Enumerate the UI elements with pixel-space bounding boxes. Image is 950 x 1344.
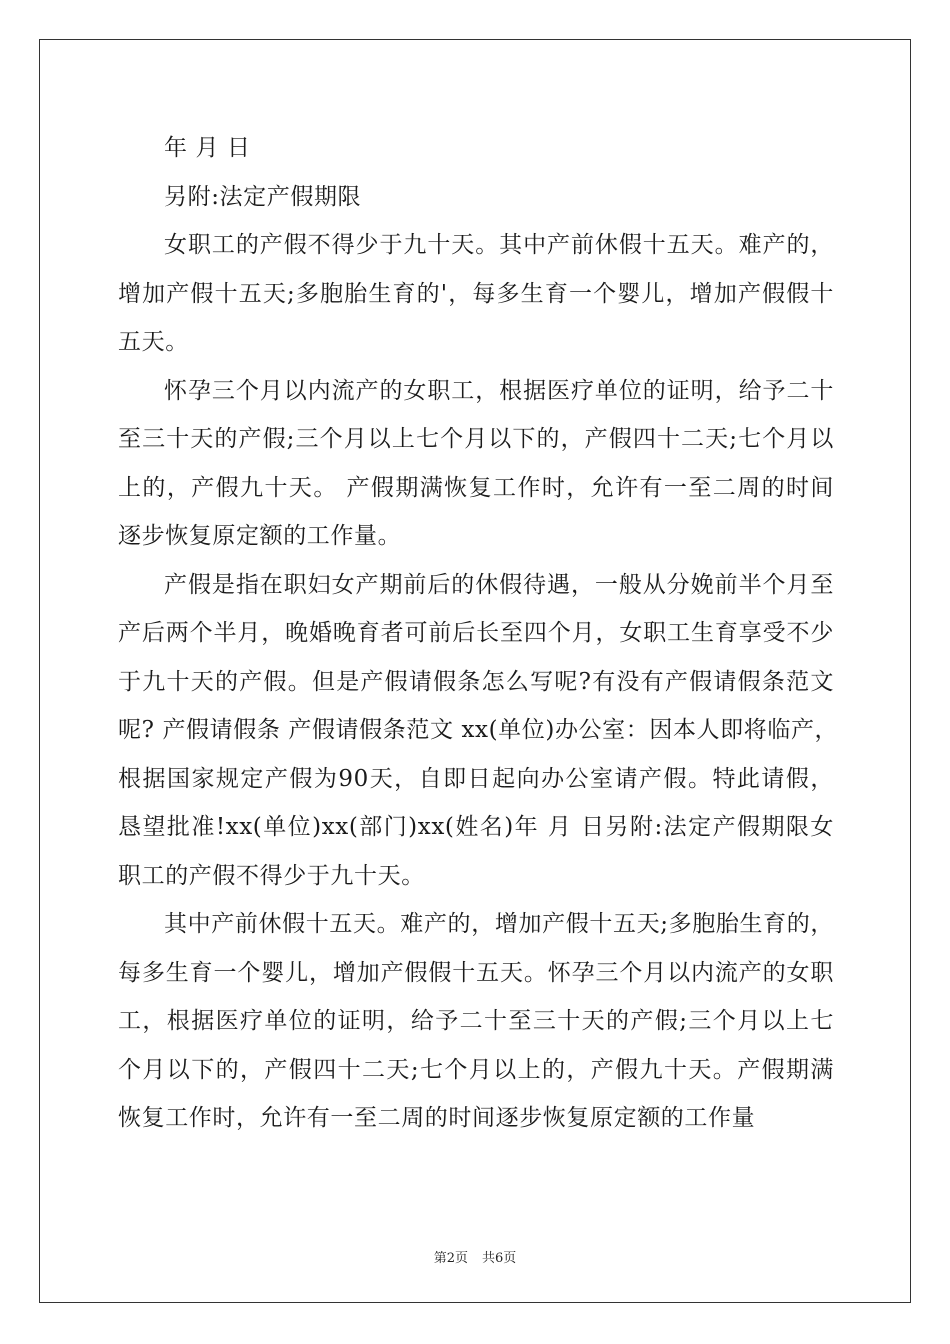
text-line: 恳望批准!xx(单位)xx(部门)xx(姓名)年 月 日另附:法定产假期限女: [118, 814, 834, 840]
text-line: 怀孕三个月以内流产的女职工，根据医疗单位的证明，给予二十: [164, 377, 834, 404]
text-line: 产后两个半月，晚婚晚育者可前后长至四个月，女职工生育享受不少: [118, 620, 834, 646]
text-line: 逐步恢复原定额的工作量。: [118, 523, 402, 549]
text-line: 个月以下的，产假四十二天;七个月以上的，产假九十天。产假期满: [118, 1056, 834, 1083]
document-body: [118, 124, 839, 1143]
text-line: 其中产前休假十五天。难产的，增加产假十五天;多胞胎生育的，: [164, 911, 834, 937]
text-line: 上的，产假九十天。 产假期满恢复工作时，允许有一至二周的时间: [118, 474, 834, 501]
text-line: 工，根据医疗单位的证明，给予二十至三十天的产假;三个月以上七: [118, 1008, 834, 1034]
text-line: 年 月 日: [164, 135, 251, 161]
text-line: 职工的产假不得少于九十天。: [118, 862, 425, 889]
text-line: 增加产假十五天;多胞胎生育的'，每多生育一个婴儿，增加产假假十: [118, 280, 834, 307]
page-footer: [0, 1247, 950, 1266]
text-line: 根据国家规定产假为90天，自即日起向办公室请产假。特此请假，: [118, 765, 834, 792]
text-line: 每多生育一个婴儿，增加产假假十五天。怀孕三个月以内流产的女职: [118, 959, 834, 986]
text-line: 呢? 产假请假条 产假请假条范文 xx(单位)办公室：因本人即将临产，: [118, 717, 839, 743]
text-line: 女职工的产假不得少于九十天。其中产前休假十五天。难产的，: [164, 232, 834, 258]
text-line: 至三十天的产假;三个月以上七个月以下的，产假四十二天;七个月以: [118, 426, 834, 452]
page-number: 第2页: [433, 1251, 468, 1266]
text-line: 产假是指在职妇女产期前后的休假待遇，一般从分娩前半个月至: [164, 571, 834, 598]
text-line: 五天。: [118, 329, 189, 355]
text-line: 于九十天的产假。但是产假请假条怎么写呢?有没有产假请假条范文: [118, 668, 834, 695]
text-line: 另附:法定产假期限: [164, 183, 362, 210]
text-line: 恢复工作时，允许有一至二周的时间逐步恢复原定额的工作量: [118, 1105, 756, 1131]
page-total: 共6页: [482, 1251, 517, 1266]
